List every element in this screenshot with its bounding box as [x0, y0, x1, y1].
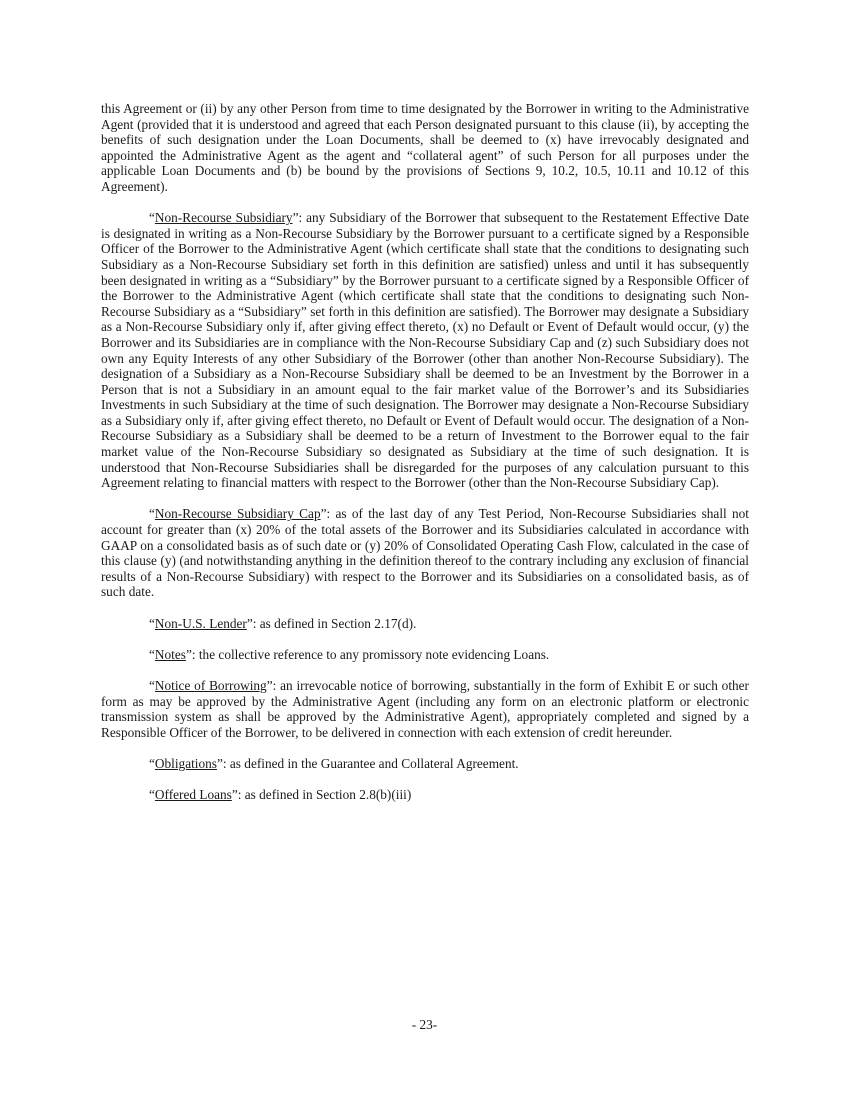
- open-quote: “: [149, 646, 155, 662]
- open-quote: “: [149, 615, 155, 631]
- open-quote: “: [149, 755, 155, 771]
- definition-non-us-lender: [101, 616, 749, 632]
- open-quote: “: [149, 506, 155, 522]
- intro-paragraph: this Agreement or (ii) by any other Person from time to time designated by the Borrower in writing to the Administrative Agent (provided that it is understood and agreed that each Person designated pursuant to this clause (ii), by accepting the benefits of such designation under the Loan Documents, shall be deemed to (x) have irrevocably designated and appointed the Administrative Agent as the agent and “collateral agent” of such Person for all purposes under the applicable Loan Documents and (b) be bound by the provisions of Sections 9, 10.2, 10.5, 10.11 and 10.12 of this Agreement).: [101, 101, 749, 194]
- term-separator: ”:: [266, 677, 281, 693]
- definition-text: any Subsidiary of the Borrower that subsequent to the Restatement Effective Date is designated in writing as a Non-Recourse Subsidiary by the Borrower pursuant to a certificate signed by a Responsible Officer of the Borrower to the Administrative Agent (which certificate shall state that the conditions to designating such Subsidiary as a Non-Recourse Subsidiary set forth in this definition are satisfied) unless and until it has subsequently been designated in writing as a “Subsidiary” by the Borrower pursuant to a certificate signed by a Responsible Officer of the Borrower to the Administrative Agent (which certificate shall state that the conditions to designating such Non-Recourse Subsidiary as a “Subsidiary” set forth in this definition are satisfied). The Borrower may designate a Subsidiary as a Non-Recourse Subsidiary only if, after giving effect thereto, (x) no Default or Event of Default would occur, (y) the Borrower and its Subsidiaries are in compliance with the Non-Recourse Subsidiary Cap and (z) such Subsidiary does not own any Equity Interests of any other Subsidiary of the Borrower (other than another Non-Recourse Subsidiary). The designation of a Subsidiary as a Non-Recourse Subsidiary shall be deemed to be an Investment by the Borrower in a Person that is not a Subsidiary in an amount equal to the fair market value of the Borrower’s and its Subsidiaries Investments in such Subsidiary at the time of such designation. The Borrower may designate a Non-Recourse Subsidiary as a Subsidiary only if, after giving effect thereto, no Default or Event of Default would occur. The designation of a Non-Recourse Subsidiary as a Subsidiary shall be deemed to be a return of Investment to the Borrower equal to the fair market value of the Non-Recourse Subsidiary so designated as Subsidiary at the time of such designation. It is understood that Non-Recourse Subsidiaries shall be disregarded for the purposes of any calculation pursuant to this Agreement relating to financial matters with respect to the Borrower (other than the Non-Recourse Subsidiary Cap).: [101, 210, 750, 491]
- defined-term: Notice of Borrowing: [154, 677, 267, 693]
- definition-non-recourse-subsidiary-cap: [101, 506, 749, 600]
- term-separator: ”:: [292, 210, 307, 226]
- open-quote: “: [149, 787, 155, 803]
- definition-text: as of the last day of any Test Period, Non-Recourse Subsidiaries shall not account for greater than (x) 20% of the total assets of the Borrower and its Subsidiaries calculated in accordance with GAAP on a consolidated basis as of such date or (y) 20% of Consolidated Operating Cash Flow, calculated in the case of this clause (y) (and notwithstanding anything in the definition thereof to the contrary including any exclusion of financial results of a Non-Recourse Subsidiary) with respect to the Borrower and its Subsidiaries on a consolidated basis, as of such date.: [101, 506, 749, 600]
- defined-term: Non-Recourse Subsidiary: [154, 210, 293, 226]
- document-page: [101, 101, 749, 818]
- term-separator: ”:: [216, 755, 230, 771]
- term-separator: ”:: [231, 787, 245, 803]
- definition-obligations: [101, 756, 749, 772]
- page-number: - 23-: [411, 1017, 438, 1032]
- term-separator: ”:: [246, 615, 260, 631]
- definition-text: an irrevocable notice of borrowing, substantially in the form of Exhibit E or such other form as may be approved by the Administrative Agent (including any form on an electronic platform or electronic transmission system as shall be approved by the Administrative Agent), appropriately completed and signed by a Responsible Officer of the Borrower, to be delivered in connection with each extension of credit hereunder.: [101, 677, 749, 740]
- definition-notes: [101, 647, 749, 663]
- definition-offered-loans: [101, 787, 749, 803]
- definition-text: as defined in Section 2.17(d).: [259, 615, 417, 631]
- definition-notice-of-borrowing: [101, 678, 749, 740]
- definition-text: as defined in Section 2.8(b)(iii): [244, 787, 412, 803]
- open-quote: “: [149, 677, 155, 693]
- term-separator: ”:: [320, 506, 336, 522]
- defined-term: Non-Recourse Subsidiary Cap: [154, 506, 321, 522]
- definition-text: as defined in the Guarantee and Collateral Agreement.: [229, 755, 519, 771]
- definition-text: the collective reference to any promissory note evidencing Loans.: [198, 646, 550, 662]
- defined-term: Offered Loans: [154, 787, 232, 803]
- defined-term: Notes: [154, 646, 186, 662]
- term-separator: ”:: [185, 646, 199, 662]
- open-quote: “: [149, 210, 155, 226]
- defined-term: Non-U.S. Lender: [154, 615, 247, 631]
- definition-non-recourse-subsidiary: [101, 210, 749, 491]
- defined-term: Obligations: [154, 755, 217, 771]
